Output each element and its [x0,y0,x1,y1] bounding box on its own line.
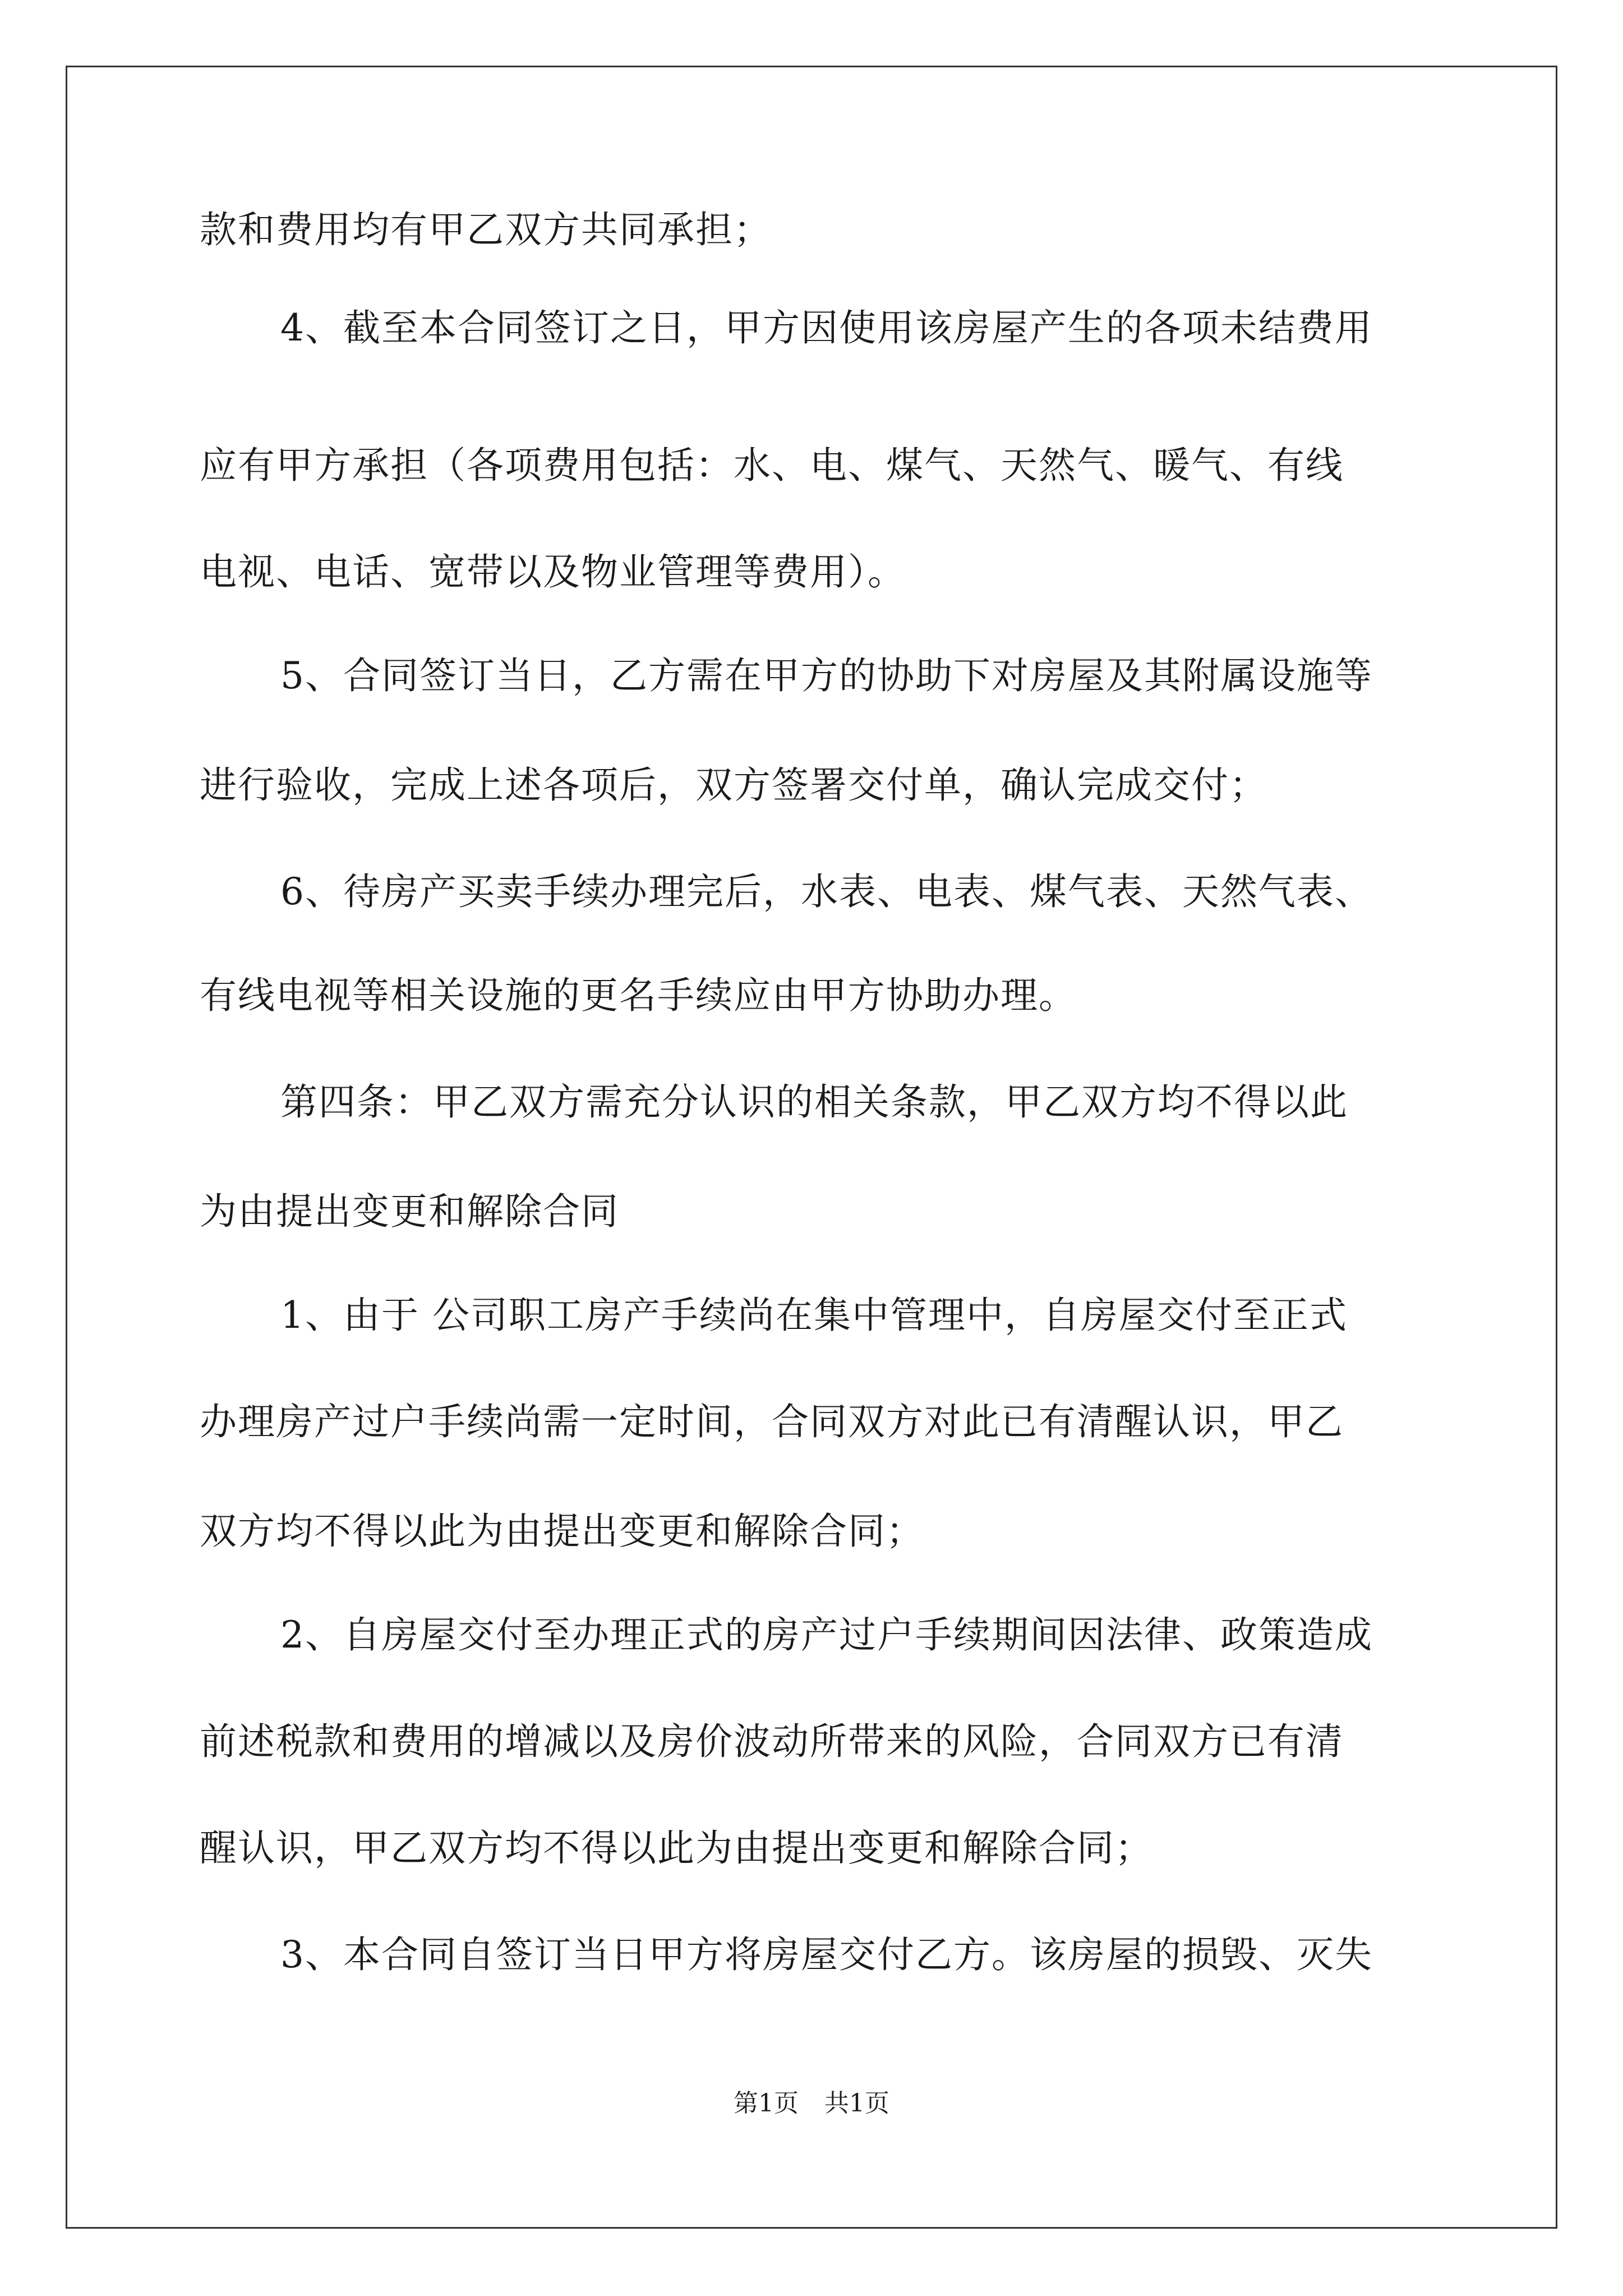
page-total: 共1页 [824,2089,889,2118]
text-line: 电视、电话、宽带以及物业管理等费用）。 [200,550,906,593]
text-line: 醒认识，甲乙双方均不得以此为由提出变更和解除合同； [200,1826,1153,1870]
text-line: 双方均不得以此为由提出变更和解除合同； [200,1510,924,1553]
page-border [66,66,1557,2229]
text-line: 应有甲方承担（各项费用包括：水、电、煤气、天然气、暖气、有线 [200,444,1344,487]
text-line: 前述税款和费用的增减以及房价波动所带来的风险，合同双方已有清 [200,1720,1344,1763]
page-footer [0,2087,1623,2120]
text-line: 3、本合同自签订当日甲方将房屋交付乙方。该房屋的损毁、灭失 [280,1933,1373,1976]
text-line: 2、自房屋交付至办理正式的房产过户手续期间因法律、政策造成 [280,1613,1373,1657]
text-line: 第四条：甲乙双方需充分认识的相关条款，甲乙双方均不得以此 [280,1080,1348,1124]
text-line: 5、合同签订当日，乙方需在甲方的协助下对房屋及其附属设施等 [280,654,1373,697]
text-line: 款和费用均有甲乙双方共同承担； [200,208,772,251]
text-line: 1、由于 公司职工房产手续尚在集中管理中，自房屋交付至正式 [280,1294,1348,1337]
text-line: 办理房产过户手续尚需一定时间，合同双方对此已有清醒认识，甲乙 [200,1400,1344,1443]
text-line: 为由提出变更和解除合同 [200,1190,619,1233]
text-line: 进行验收，完成上述各项后，双方签署交付单，确认完成交付； [200,763,1267,807]
text-line: 有线电视等相关设施的更名手续应由甲方协助办理。 [200,974,1077,1017]
text-line: 6、待房产买卖手续办理完后，水表、电表、煤气表、天然气表、 [280,870,1373,913]
page-number: 第1页 [734,2089,799,2118]
text-line: 4、截至本合同签订之日，甲方因使用该房屋产生的各项未结费用 [280,306,1373,349]
